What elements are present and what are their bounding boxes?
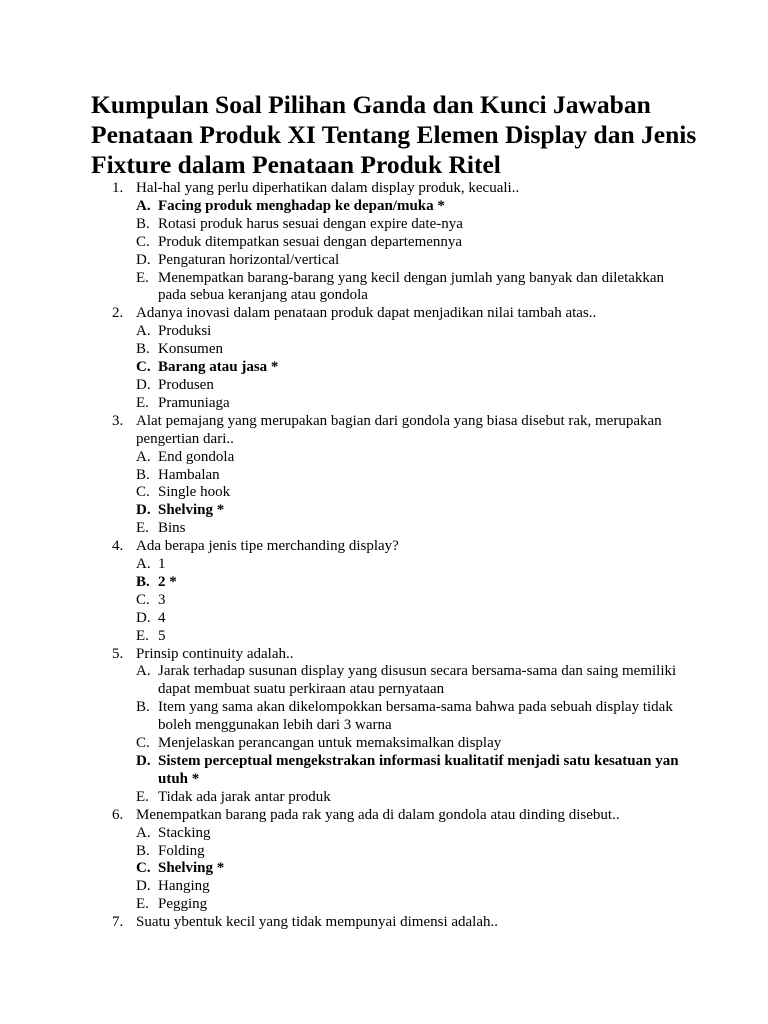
option-letter: E. (136, 788, 149, 805)
answer-option (136, 789, 691, 807)
answer-option (136, 377, 691, 395)
question-item (91, 914, 691, 932)
option-letter: E. (136, 896, 149, 913)
correct-answer-option (136, 860, 691, 878)
answer-option (136, 556, 691, 574)
option-list (136, 663, 691, 806)
answer-option (136, 323, 691, 341)
question-text: Alat pemajang yang merupakan bagian dari gondola yang biasa disebut rak, merupakan pengertian dari.. (136, 412, 662, 447)
question-text: Adanya inovasi dalam penataan produk dapat menjadikan nilai tambah atas.. (136, 305, 597, 322)
option-letter: A. (136, 323, 151, 340)
answer-option (136, 878, 691, 896)
option-text: Produsen (158, 376, 214, 393)
option-letter: D. (136, 251, 151, 268)
answer-option (136, 270, 691, 306)
answer-option (136, 663, 691, 699)
option-letter: C. (136, 359, 151, 376)
answer-option (136, 735, 691, 753)
question-item (91, 538, 691, 645)
option-list (136, 198, 691, 305)
answer-option (136, 628, 691, 646)
question-item (91, 646, 691, 807)
question-number: 1. (112, 180, 124, 196)
option-letter: B. (136, 573, 150, 590)
option-text: Single hook (158, 484, 231, 501)
answer-option (136, 395, 691, 413)
option-letter: A. (136, 197, 151, 214)
option-letter: D. (136, 878, 151, 895)
option-letter: B. (136, 466, 150, 483)
option-text: Pegging (158, 896, 208, 913)
correct-answer-option (136, 359, 691, 377)
option-letter: D. (136, 753, 151, 769)
option-letter: C. (136, 591, 150, 608)
option-letter: C. (136, 735, 150, 752)
option-letter: B. (136, 699, 150, 716)
option-list (136, 323, 691, 413)
option-letter: A. (136, 448, 151, 465)
option-text: Facing produk menghadap ke depan/muka * (158, 197, 445, 214)
option-letter: B. (136, 215, 150, 232)
answer-option (136, 484, 691, 502)
option-text: Produk ditempatkan sesuai dengan departemennya (158, 233, 463, 250)
option-text: Tidak ada jarak antar produk (158, 788, 331, 805)
option-letter: E. (136, 269, 149, 286)
option-text: Shelving * (158, 860, 225, 877)
answer-option (136, 610, 691, 628)
option-list (136, 825, 691, 915)
correct-answer-option (136, 502, 691, 520)
option-text: 1 (158, 556, 166, 573)
option-letter: B. (136, 341, 150, 358)
question-number: 7. (112, 914, 124, 931)
option-text: Hambalan (158, 466, 220, 483)
answer-option (136, 234, 691, 252)
question-number: 6. (112, 806, 124, 823)
option-text: Rotasi produk harus sesuai dengan expire date-nya (158, 215, 463, 232)
option-letter: B. (136, 842, 150, 859)
option-text: Hanging (158, 878, 210, 895)
option-text: Sistem perceptual mengekstrakan informasi kualitatif menjadi satu kesatuan yan utuh * (158, 753, 679, 787)
option-text: Produksi (158, 323, 212, 340)
question-text: Suatu ybentuk kecil yang tidak mempunyai dimensi adalah.. (136, 914, 498, 931)
option-list (136, 449, 691, 539)
question-item (91, 180, 691, 305)
option-letter: D. (136, 609, 151, 626)
document-title: Kumpulan Soal Pilihan Ganda dan Kunci Jawaban Penataan Produk XI Tentang Elemen Display dan Jenis Fixture dalam Penataan Produk Ritel (91, 90, 697, 179)
correct-answer-option (136, 753, 691, 789)
option-text: Menjelaskan perancangan untuk memaksimalkan display (158, 735, 502, 752)
answer-option (136, 252, 691, 270)
question-item (91, 305, 691, 412)
option-letter: C. (136, 233, 150, 250)
option-text: Item yang sama akan dikelompokkan bersama-sama bahwa pada sebuah display tidak boleh menggunakan lebih dari 3 warna (158, 699, 673, 734)
option-text: Shelving * (158, 502, 225, 519)
option-text: 3 (158, 591, 166, 608)
question-text: Hal-hal yang perlu diperhatikan dalam display produk, kecuali.. (136, 180, 520, 196)
question-number: 2. (112, 305, 124, 322)
correct-answer-option (136, 198, 691, 216)
option-letter: A. (136, 556, 151, 573)
option-text: 4 (158, 609, 166, 626)
answer-option (136, 520, 691, 538)
correct-answer-option (136, 574, 691, 592)
option-text: Konsumen (158, 341, 223, 358)
option-list (136, 556, 691, 646)
option-text: Jarak terhadap susunan display yang disusun secara bersama-sama dan saing memiliki dapat membuat suatu perkiraan atau pernyataan (158, 663, 677, 698)
option-text: Menempatkan barang-barang yang kecil dengan jumlah yang banyak dan diletakkan pada sebua keranjang atau gondola (158, 269, 665, 304)
option-text: Stacking (158, 824, 211, 841)
question-text: Menempatkan barang pada rak yang ada di dalam gondola atau dinding disebut.. (136, 806, 620, 823)
option-letter: C. (136, 484, 150, 501)
answer-option (136, 699, 691, 735)
answer-option (136, 467, 691, 485)
answer-option (136, 216, 691, 234)
option-text: End gondola (158, 448, 235, 465)
answer-option (136, 592, 691, 610)
answer-option (136, 449, 691, 467)
option-letter: A. (136, 663, 151, 680)
question-number: 4. (112, 538, 124, 555)
question-number: 5. (112, 645, 124, 662)
question-item (91, 807, 691, 914)
option-text: 2 * (158, 573, 177, 590)
answer-option (136, 896, 691, 914)
answer-option (136, 825, 691, 843)
question-item (91, 413, 691, 538)
option-text: Bins (158, 520, 186, 537)
option-text: Folding (158, 842, 205, 859)
option-letter: E. (136, 394, 149, 411)
question-number: 3. (112, 412, 124, 429)
option-letter: E. (136, 520, 149, 537)
question-text: Ada berapa jenis tipe merchanding display? (136, 538, 399, 555)
answer-option (136, 843, 691, 861)
option-text: Pramuniaga (158, 394, 230, 411)
option-letter: D. (136, 502, 151, 519)
option-letter: A. (136, 824, 151, 841)
question-list (91, 180, 691, 932)
option-text: Barang atau jasa * (158, 359, 279, 376)
option-text: Pengaturan horizontal/vertical (158, 251, 340, 268)
answer-option (136, 341, 691, 359)
option-text: 5 (158, 627, 166, 644)
question-text: Prinsip continuity adalah.. (136, 645, 294, 662)
option-letter: D. (136, 376, 151, 393)
option-letter: C. (136, 860, 151, 877)
option-letter: E. (136, 627, 149, 644)
